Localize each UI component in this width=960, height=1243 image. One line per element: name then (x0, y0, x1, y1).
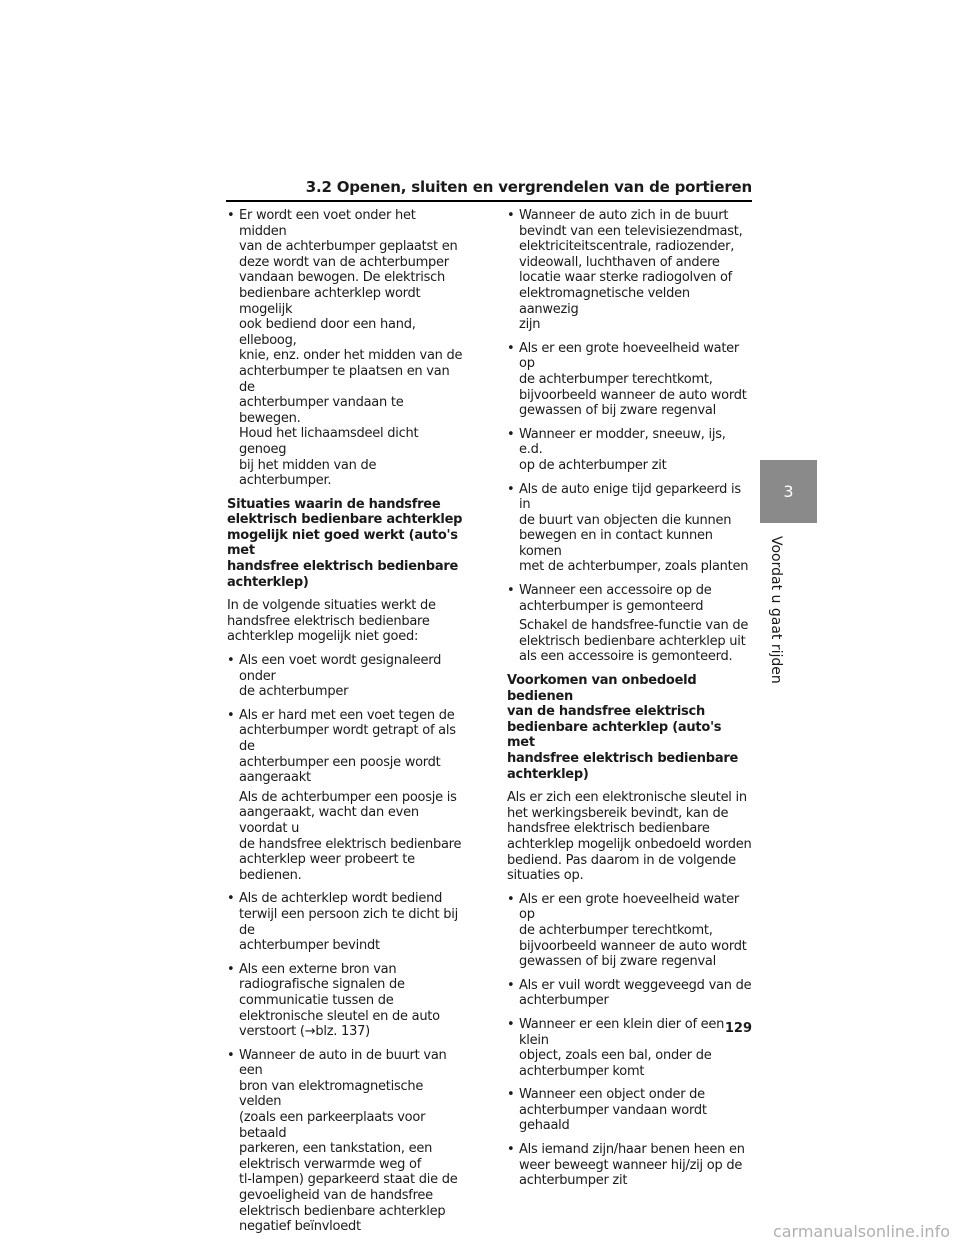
text-line: Als er hard met een voet tegen de (239, 707, 455, 723)
list-item-text (519, 1087, 753, 1134)
header-rule (226, 200, 752, 202)
text-line: tl-lampen) geparkeerd staat die de (239, 1172, 458, 1188)
text-line: met de achterbumper, zoals planten (519, 559, 749, 575)
text-line: de achterbumper terechtkomt, (519, 371, 713, 387)
list-item-text (519, 427, 753, 474)
bullet-icon: • (507, 977, 515, 993)
text-line: Als er zich een elektronische sleutel in (507, 790, 747, 806)
bullet-icon: • (507, 481, 515, 497)
text-line: vandaan bewogen. De elektrisch (239, 270, 446, 286)
text-line: elektronische sleutel en de auto (239, 1008, 440, 1024)
text-line: achterklep) (507, 766, 589, 782)
text-line: bedienbare achterklep wordt mogelijk (239, 285, 421, 317)
text-line: gewassen of bij zware regenval (519, 954, 716, 970)
text-line: handsfree elektrisch bedienbare (227, 559, 459, 575)
text-line: Als de achterklep wordt bediend (239, 891, 443, 907)
bullet-icon: • (227, 891, 235, 907)
text-line: van de handsfree elektrisch (507, 704, 705, 720)
list-item (227, 891, 467, 953)
text-line: elektrisch bedienbare achterklep (227, 512, 463, 528)
text-line: gevoeligheid van de handsfree (239, 1188, 433, 1204)
text-line: bij het midden van de achterbumper. (239, 457, 377, 489)
chapter-title: Voordat u gaat rijden (768, 536, 784, 684)
text-line: Wanneer er een klein dier of een klein (519, 1016, 725, 1048)
list-item-text (519, 341, 753, 419)
text-line: (zoals een parkeerplaats voor betaald (239, 1110, 426, 1141)
text-line: object, zoals een bal, onder de (519, 1048, 712, 1064)
page-number: 129 (724, 1021, 752, 1036)
text-line: aangeraakt, wacht dan even voordat u (239, 805, 419, 836)
text-line: ook bediend door een hand, elleboog, (239, 317, 416, 348)
text-line: Als een voet wordt gesignaleerd onder (239, 653, 442, 684)
text-line: als een accessoire is gemonteerd. (519, 649, 733, 665)
paragraph (227, 598, 467, 645)
list-item (227, 653, 467, 700)
text-line: elektrisch bedienbare achterklep (239, 1203, 446, 1219)
text-line: Als een externe bron van (239, 961, 397, 977)
bullet-icon: • (507, 891, 515, 907)
bullet-icon: • (507, 1142, 515, 1158)
text-line: bijvoorbeeld wanneer de auto wordt (519, 938, 747, 954)
text-line: achterbumper vandaan wordt gehaald (519, 1102, 707, 1134)
chapter-number: 3 (783, 482, 794, 501)
text-line: bedienbare achterklep (auto's met (507, 719, 722, 751)
paragraph (507, 790, 753, 884)
text-line: videowall, luchthaven of andere (519, 254, 720, 270)
chapter-tab[interactable] (760, 460, 817, 523)
left-column (227, 208, 467, 1243)
bullet-icon: • (507, 1016, 515, 1032)
list-item-note (519, 618, 753, 665)
bullet-icon: • (507, 583, 515, 599)
list-item (507, 1142, 753, 1189)
text-line: het werkingsbereik bevindt, kan de (507, 805, 729, 821)
list-item (507, 208, 753, 333)
list-item-text (239, 653, 467, 700)
text-line: achterklep mogelijk niet goed: (227, 629, 419, 645)
text-line: radiografische signalen de (239, 977, 405, 993)
text-line: achterklep) (227, 574, 309, 590)
list-item (507, 427, 753, 474)
text-line: Situaties waarin de handsfree (227, 496, 441, 512)
text-line: negatief beïnvloedt (239, 1219, 361, 1235)
bullet-icon: • (507, 208, 515, 223)
list-item-text (519, 583, 753, 614)
text-line: parkeren, een tankstation, een (239, 1141, 433, 1157)
list-item-note (239, 790, 467, 884)
text-line: achterbumper wordt getrapt of als de (239, 723, 456, 754)
list-item (507, 583, 753, 665)
text-line: bewegen en in contact kunnen komen (519, 528, 713, 559)
text-line: achterbumper is gemonteerd (519, 598, 704, 614)
text-line: locatie waar sterke radiogolven of (519, 270, 733, 286)
list-item (507, 978, 753, 1009)
list-item-text (239, 708, 467, 786)
bullet-icon: • (227, 961, 235, 977)
text-line: achterbumper vandaan te bewegen. (239, 395, 404, 426)
bullet-icon: • (507, 1087, 515, 1103)
text-line: achterklep weer probeert te bedienen. (239, 852, 415, 883)
section-heading (227, 497, 467, 591)
list-item (227, 962, 467, 1040)
list-item-text (519, 892, 753, 970)
list-item-text (239, 891, 467, 953)
list-item (227, 208, 467, 489)
watermark: carmanualsonline.info (772, 1222, 950, 1241)
text-line: achterbumper bevindt (239, 938, 380, 954)
text-line: handsfree elektrisch bedienbare (227, 613, 430, 629)
text-line: Houd het lichaamsdeel dicht genoeg (239, 426, 419, 457)
text-line: achterbumper een poosje wordt (239, 754, 441, 770)
text-line: zijn (519, 317, 541, 333)
text-line: Als de auto enige tijd geparkeerd is in (519, 481, 741, 513)
text-line: bijvoorbeeld wanneer de auto wordt (519, 387, 747, 403)
text-line: Wanneer er modder, sneeuw, ijs, e.d. (519, 426, 726, 458)
text-line: In de volgende situaties werkt de (227, 598, 436, 614)
bullet-icon: • (227, 707, 235, 723)
list-item-text (239, 1048, 467, 1235)
text-line: Wanneer een object onder de (519, 1087, 705, 1103)
text-line: Wanneer de auto in de buurt van een (239, 1047, 447, 1079)
text-line: gewassen of bij zware regenval (519, 403, 716, 419)
list-item-text (519, 978, 753, 1009)
text-line: Er wordt een voet onder het midden (239, 208, 416, 239)
text-line: Wanneer een accessoire op de (519, 583, 712, 599)
text-line: achterbumper komt (519, 1063, 645, 1079)
list-item (507, 1087, 753, 1134)
text-line: elektrisch verwarmde weg of (239, 1156, 422, 1172)
list-item-text (519, 208, 753, 333)
text-line: Als er vuil wordt weggeveegd van de (519, 977, 752, 993)
text-line: terwijl een persoon zich te dicht bij de (239, 906, 458, 938)
section-heading (507, 673, 753, 782)
text-line: van de achterbumper geplaatst en (239, 239, 458, 255)
text-line: knie, enz. onder het midden van de (239, 348, 463, 364)
bullet-icon: • (227, 208, 235, 223)
list-item (507, 341, 753, 419)
text-line: handsfree elektrisch bedienbare (507, 751, 739, 766)
bullet-icon: • (227, 653, 235, 669)
text-line: Schakel de handsfree-functie van de (519, 618, 749, 634)
text-line: elektromagnetische velden aanwezig (519, 285, 690, 317)
text-line: communicatie tussen de (239, 992, 394, 1008)
text-line: Wanneer de auto zich in de buurt (519, 208, 729, 223)
text-line: Als iemand zijn/haar benen heen en (519, 1142, 745, 1158)
text-line: de handsfree elektrisch bedienbare (239, 836, 462, 852)
list-item-text (519, 1142, 753, 1189)
text-line: handsfree elektrisch bedienbare (507, 821, 710, 837)
text-line: Als er een grote hoeveelheid water op (519, 891, 740, 923)
text-line: op de achterbumper zit (519, 457, 667, 473)
list-item (507, 482, 753, 576)
list-item (507, 892, 753, 970)
text-line: Voorkomen van onbedoeld bedienen (507, 673, 697, 704)
text-line: Als er een grote hoeveelheid water op (519, 340, 740, 372)
list-item-text (239, 208, 467, 489)
text-line: achterbumper te plaatsen en van de (239, 363, 450, 395)
bullet-icon: • (227, 1047, 235, 1063)
bullet-icon: • (507, 340, 515, 356)
text-line: achterklep mogelijk onbedoeld worden (507, 836, 752, 852)
text-line: weer beweegt wanneer hij/zij op de (519, 1157, 743, 1173)
text-line: verstoort (→blz. 137) (239, 1024, 370, 1040)
text-line: bediend. Pas daarom in de volgende (507, 852, 736, 868)
list-item-text (519, 482, 753, 576)
text-line: elektrisch bedienbare achterklep uit (519, 633, 746, 649)
right-column (507, 208, 753, 1197)
text-line: achterbumper (519, 993, 609, 1009)
text-line: aangeraakt (239, 770, 311, 786)
bullet-icon: • (507, 426, 515, 442)
text-line: achterbumper zit (519, 1173, 628, 1189)
text-line: bron van elektromagnetische velden (239, 1078, 424, 1110)
text-line: de achterbumper (239, 684, 349, 700)
list-item (227, 1048, 467, 1235)
list-item (227, 708, 467, 884)
text-line: bevindt van een televisiezendmast, (519, 223, 743, 239)
text-line: de achterbumper terechtkomt, (519, 922, 713, 938)
text-line: de buurt van objecten die kunnen (519, 512, 732, 528)
text-line: deze wordt van de achterbumper (239, 254, 449, 270)
text-line: mogelijk niet goed werkt (auto's met (227, 527, 458, 559)
text-line: elektriciteitscentrale, radiozender, (519, 239, 735, 255)
text-line: situaties op. (507, 868, 584, 884)
section-header: 3.2 Openen, sluiten en vergrendelen van de portieren (305, 178, 752, 196)
text-line: Als de achterbumper een poosje is (239, 789, 457, 805)
list-item-text (239, 962, 467, 1040)
